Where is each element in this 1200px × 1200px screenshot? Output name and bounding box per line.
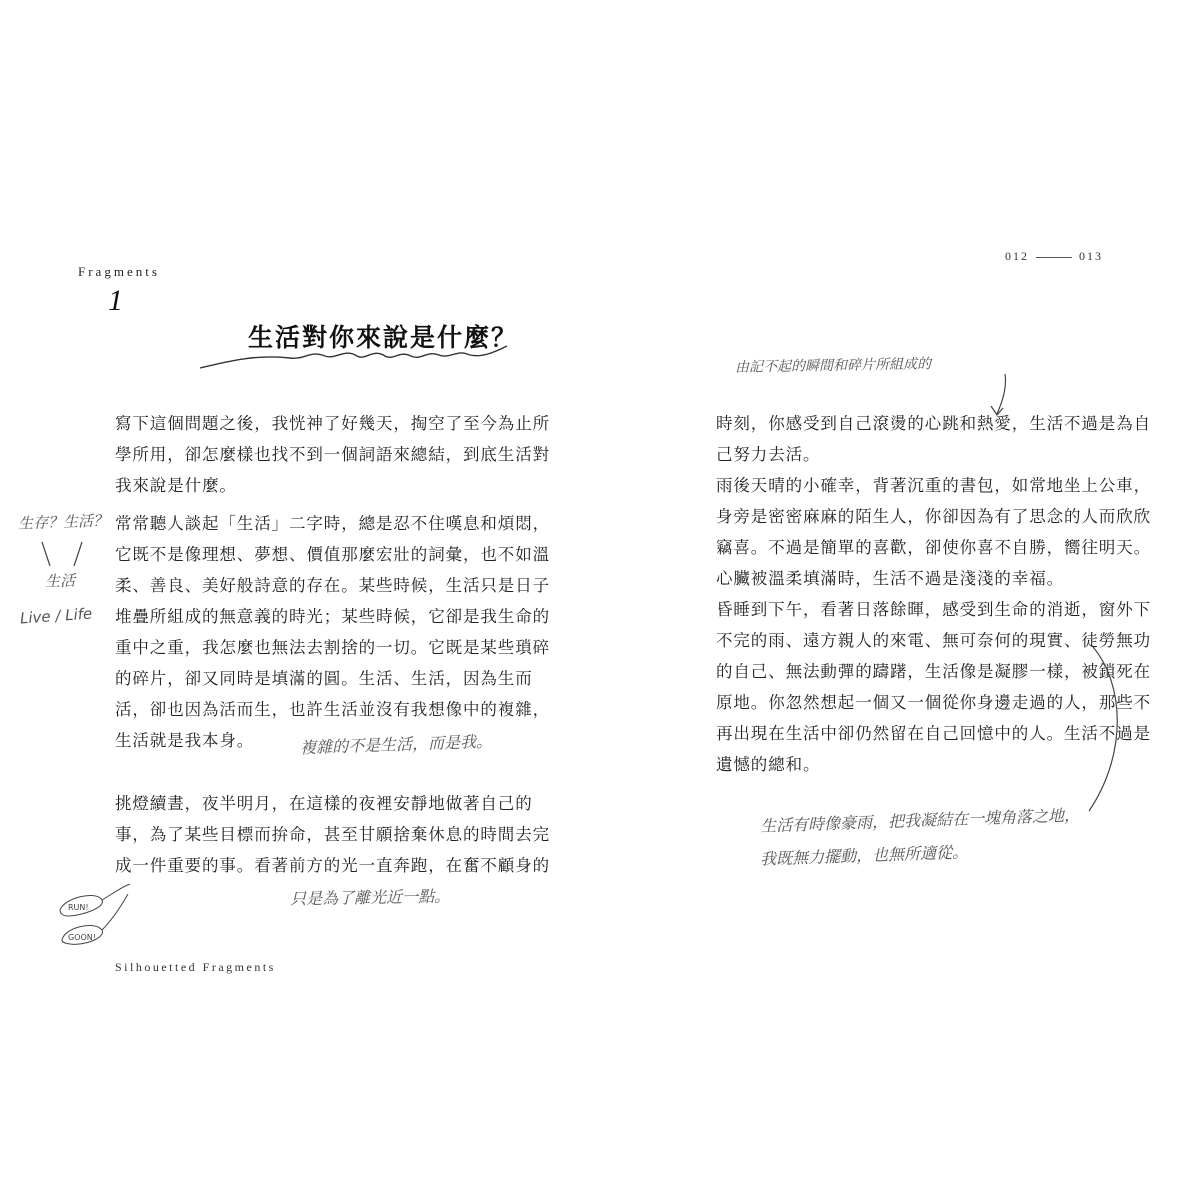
text-line: 竊喜。不過是簡單的喜歡，卻使你喜不自勝，嚮往明天。 — [716, 538, 1151, 557]
text-line: 活，卻也因為活而生，也許生活並沒有我想像中的複雜， — [115, 700, 550, 719]
page-number-left: 012 — [1005, 249, 1029, 263]
bracket-doodle — [1085, 645, 1125, 815]
text-line: 常常聽人談起「生活」二字時，總是忍不住嘆息和煩悶， — [115, 514, 550, 533]
handwritten-note: 複雜的不是生活，而是我。 — [299, 731, 493, 758]
handwritten-note: 只是為了離光近一點。 — [289, 886, 451, 909]
text-line: 時刻，你感受到自己滾燙的心跳和熱愛，生活不過是為自 — [716, 414, 1151, 433]
speech-bubble-doodle — [50, 880, 140, 970]
text-line: 己努力去活。 — [716, 445, 821, 464]
margin-note: Live / Life — [19, 604, 93, 628]
text-line: 雨後天晴的小確幸，背著沉重的書包，如常地坐上公車， — [716, 476, 1151, 495]
bubble-text-run: RUN! — [68, 903, 89, 912]
bubble-text-goon: GOON! — [68, 933, 96, 942]
section-kicker: Fragments — [78, 264, 160, 279]
slash-doodle — [38, 540, 88, 568]
folio-rule — [1036, 257, 1072, 258]
margin-note: 生存？生活？ — [17, 511, 109, 533]
text-line: 昏睡到下午，看著日落餘暉，感受到生命的消逝，窗外下 — [716, 600, 1151, 619]
handwritten-note: 由記不起的瞬間和碎片所組成的 — [734, 356, 932, 376]
body-paragraph — [115, 508, 550, 756]
page-folio — [1005, 249, 1103, 264]
text-line: 堆疊所組成的無意義的時光；某些時候，它卻是我生命的 — [115, 607, 550, 626]
text-line: 的自己、無法動彈的躊躇，生活像是凝膠一樣，被鎖死在 — [716, 662, 1151, 681]
text-line: 不完的雨、遠方親人的來電、無可奈何的現實、徒勞無功 — [716, 631, 1151, 650]
handwritten-note: 生活有時像豪雨，把我凝結在一塊角落之地， — [759, 805, 1081, 836]
text-line: 生活就是我本身。 — [115, 731, 255, 750]
text-line: 再出現在生活中卻仍然留在自己回憶中的人。生活不過是 — [716, 724, 1151, 743]
chapter-number: 1 — [108, 284, 123, 317]
title-underline-scribble — [195, 338, 515, 378]
text-line: 成一件重要的事。看著前方的光一直奔跑，在奮不顧身的 — [115, 856, 550, 875]
text-line: 的碎片，卻又同時是填滿的圓。生活、生活，因為生而 — [115, 669, 533, 688]
running-footer: Silhouetted Fragments — [115, 960, 276, 974]
arrow-doodle — [985, 372, 1015, 422]
text-line: 寫下這個問題之後，我恍神了好幾天，掏空了至今為止所 — [115, 414, 550, 433]
handwritten-note: 我既無力擺動，也無所適從。 — [759, 842, 969, 869]
text-line: 心臟被溫柔填滿時，生活不過是淺淺的幸福。 — [716, 569, 1064, 588]
chapter-title: 生活對你來說是什麼？ — [248, 323, 519, 352]
text-line: 學所用，卻怎麼樣也找不到一個詞語來總結，到底生活對 — [115, 445, 550, 464]
text-line: 它既不是像理想、夢想、價值那麼宏壯的詞彙，也不如溫 — [115, 545, 550, 564]
body-paragraph — [115, 408, 550, 501]
text-line: 重中之重，我怎麼也無法去割捨的一切。它既是某些瑣碎 — [115, 638, 550, 657]
page-number-right: 013 — [1079, 249, 1103, 263]
body-paragraph — [115, 788, 550, 881]
text-line: 事，為了某些目標而拚命，甚至甘願捨棄休息的時間去完 — [115, 825, 550, 844]
text-line: 遺憾的總和。 — [716, 755, 821, 774]
text-line: 挑燈續晝，夜半明月，在這樣的夜裡安靜地做著自己的 — [115, 794, 533, 813]
text-line: 原地。你忽然想起一個又一個從你身邊走過的人，那些不 — [716, 693, 1151, 712]
text-line: 柔、善良、美好般詩意的存在。某些時候，生活只是日子 — [115, 576, 550, 595]
margin-note: 生活 — [44, 571, 76, 591]
text-line: 身旁是密密麻麻的陌生人，你卻因為有了思念的人而欣欣 — [716, 507, 1151, 526]
text-line: 我來說是什麼。 — [115, 476, 237, 495]
